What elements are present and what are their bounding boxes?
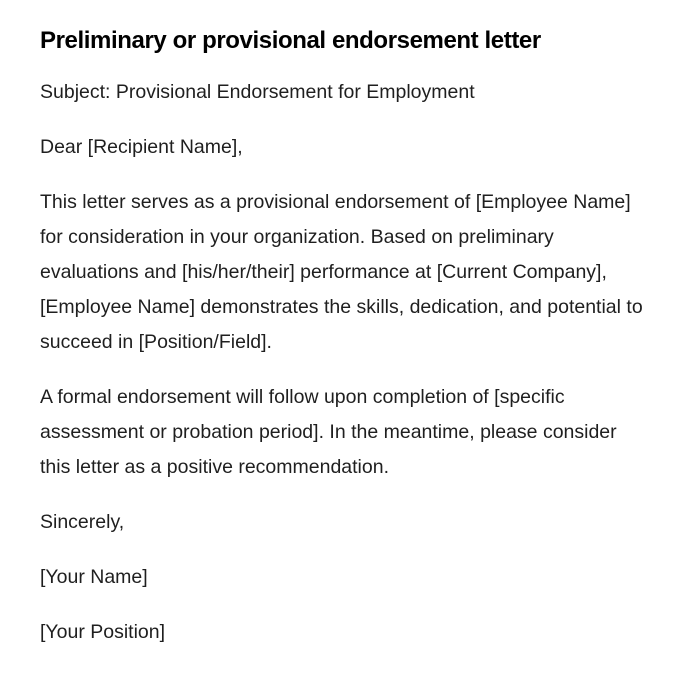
signature-name: [Your Name] — [40, 566, 148, 588]
signature-position: [Your Position] — [40, 621, 166, 643]
subject-line: Subject: Provisional Endorsement for Employment — [40, 81, 475, 103]
letter-document — [40, 22, 650, 670]
greeting: Dear [Recipient Name], — [40, 136, 243, 158]
body-paragraph-1: This letter serves as a provisional endorsement of [Employee Name] for consideration in your organization. Based on preliminary evaluations and [his/her/their] performance at [Current Company], [Employee Name] demonstrates the skills, dedication, and potential to succeed in [Position/Field]. — [40, 191, 643, 353]
closing: Sincerely, — [40, 511, 125, 533]
document-title: Preliminary or provisional endorsement letter — [40, 27, 541, 54]
body-paragraph-2: A formal endorsement will follow upon completion of [specific assessment or probation period]. In the meantime, please consider this letter as a positive recommendation. — [40, 386, 617, 478]
